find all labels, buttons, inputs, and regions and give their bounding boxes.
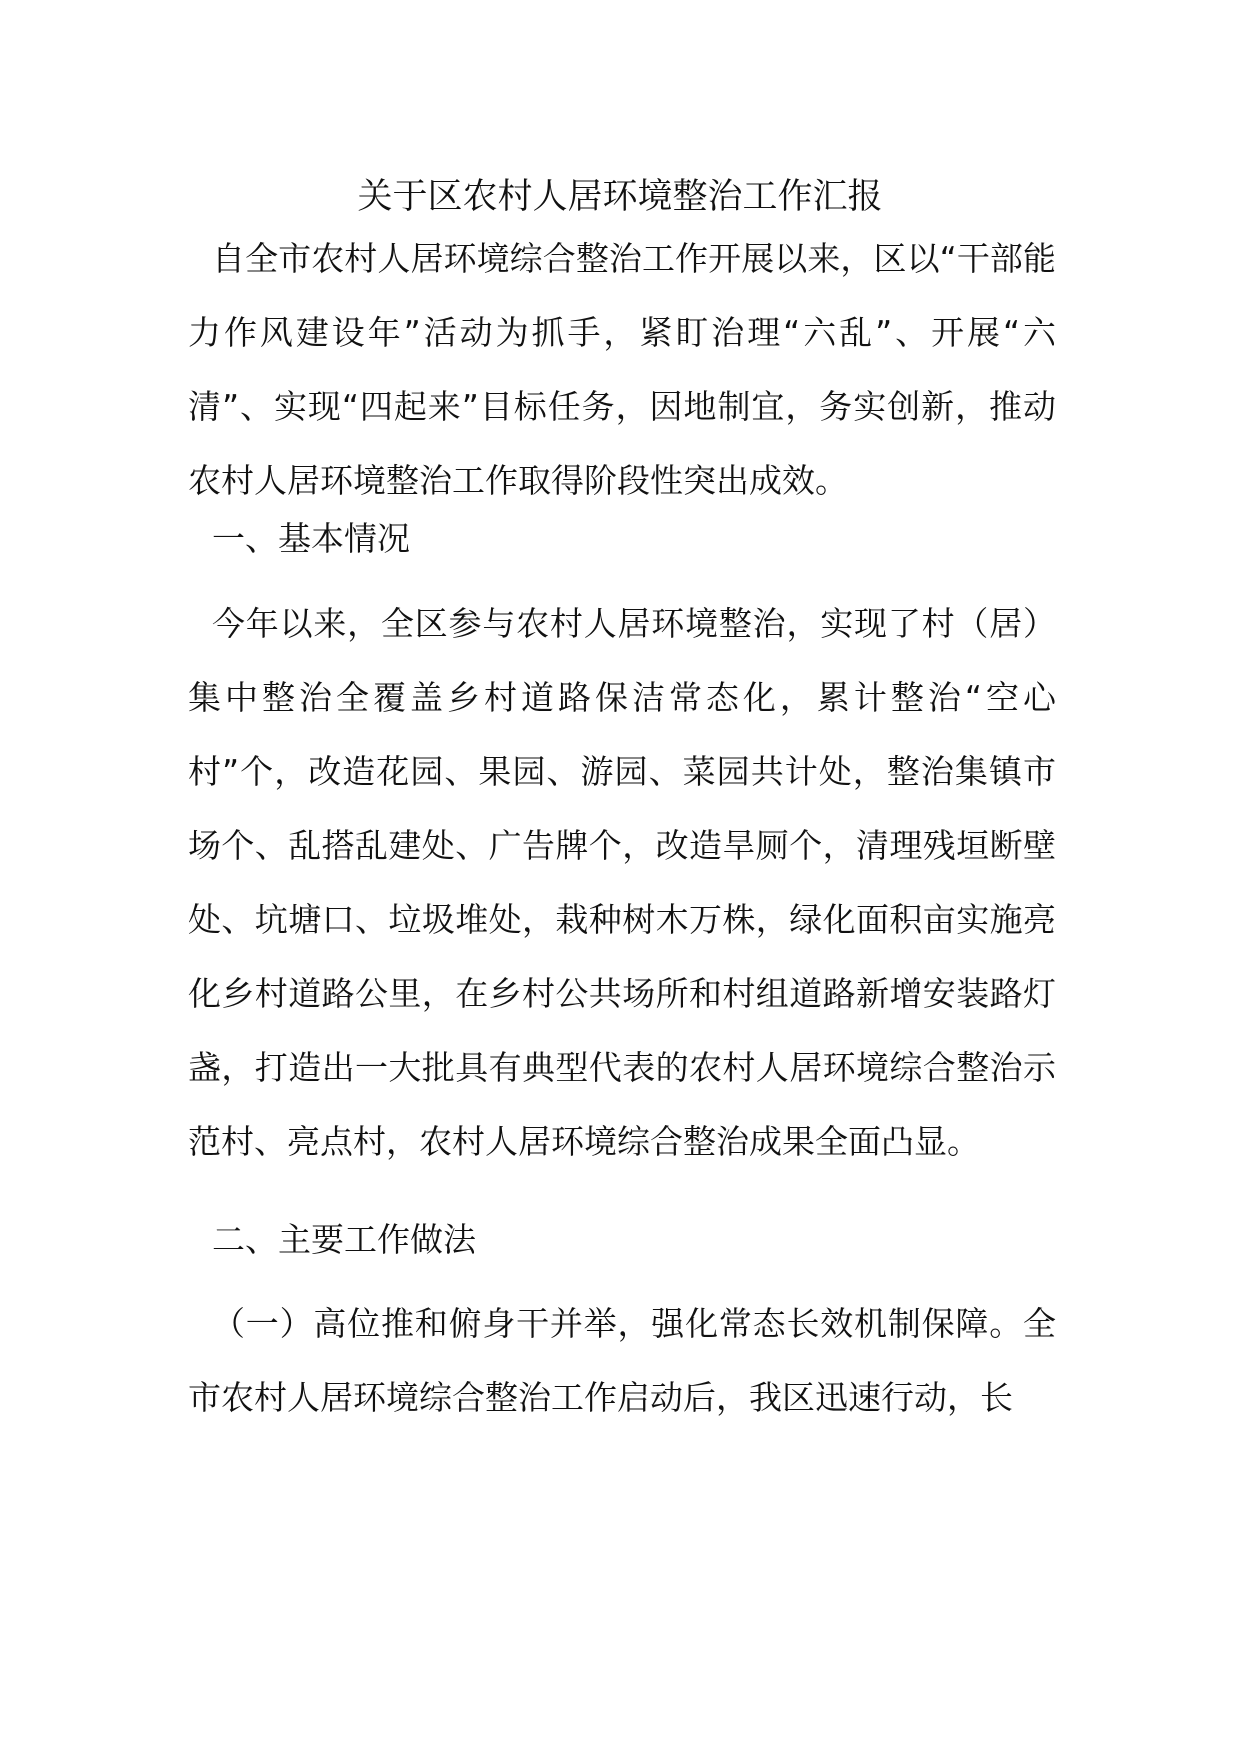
paragraph-main-work-1: （一）高位推和俯身干并举，强化常态长效机制保障。全市农村人居环境综合整治工作启动后，我区迅速行动，长: [188, 1304, 1056, 1417]
document-title: 关于区农村人居环境整治工作汇报: [357, 177, 883, 217]
paragraph-intro: 自全市农村人居环境综合整治工作开展以来，区以“干部能力作风建设年”活动为抓手，紧盯治理“六乱”、开展“六清”、实现“四起来”目标任务，因地制宜，务实创新，推动农村人居环境整治工作取得阶段性突出成效。: [188, 239, 1056, 500]
section-heading-main-work: 二、主要工作做法: [212, 1220, 476, 1259]
paragraph-basic-situation: 今年以来，全区参与农村人居环境整治，实现了村（居）集中整治全覆盖乡村道路保洁常态化，累计整治“空心村”个，改造花园、果园、游园、菜园共计处，整治集镇市场个、乱搭乱建处、广告牌个，改造旱厕个，清理残垣断壁处、坑塘口、垃圾堆处，栽种树木万株，绿化面积亩实施亮化乡村道路公里，在乡村公共场所和村组道路新增安装路灯盏，打造出一大批具有典型代表的农村人居环境综合整治示范村、亮点村，农村人居环境综合整治成果全面凸显。: [188, 604, 1056, 1161]
section-heading-basic-situation: 一、基本情况: [212, 519, 410, 558]
